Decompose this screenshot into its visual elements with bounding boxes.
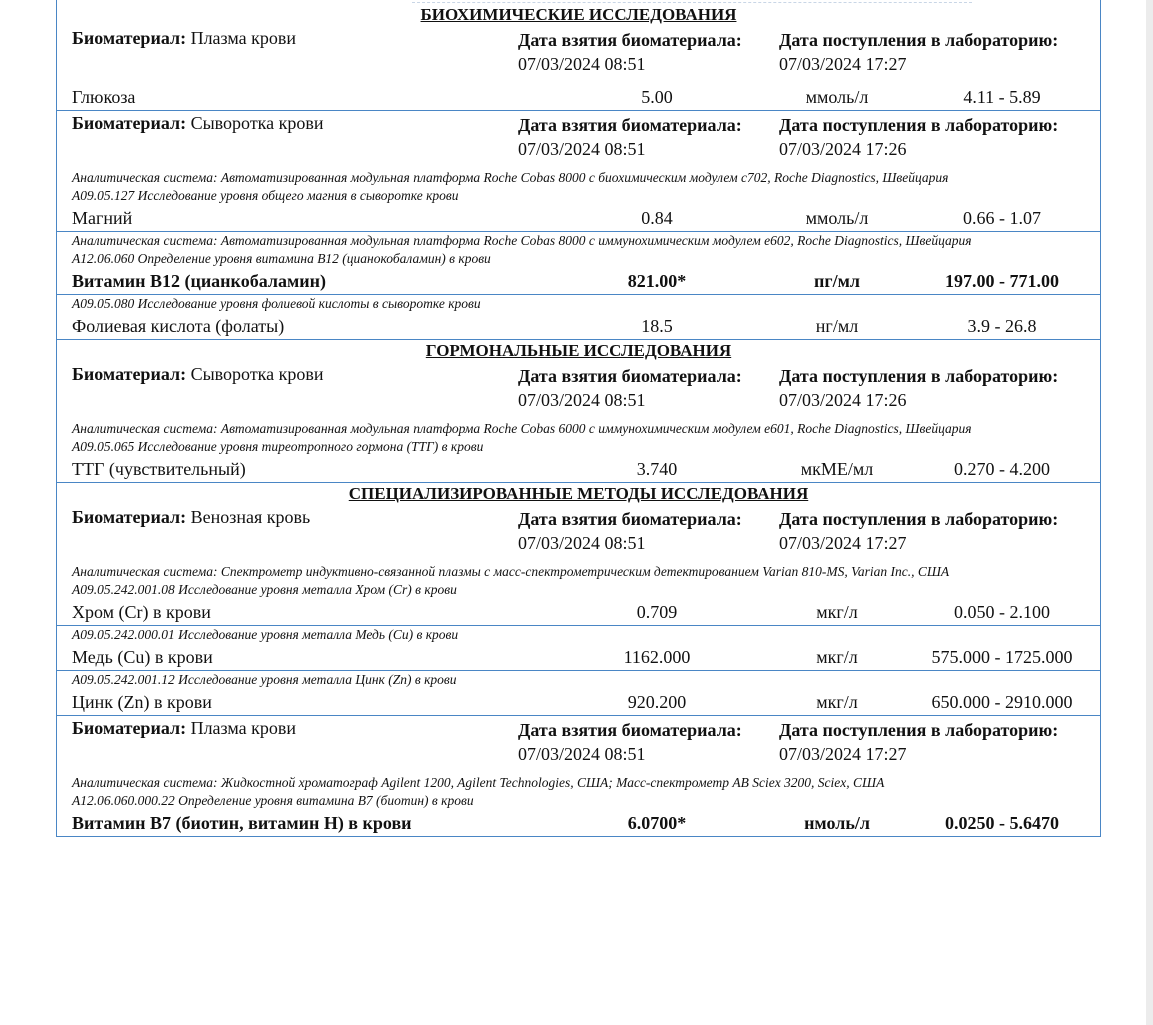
date-taken-label: Дата взятия биоматериала: xyxy=(518,509,742,529)
test-name: Глюкоза xyxy=(72,87,136,107)
test-unit: нмоль/л xyxy=(804,813,870,833)
test-reference: 0.66 - 1.07 xyxy=(963,208,1041,228)
date-received-value: 07/03/2024 17:27 xyxy=(779,744,907,764)
test-reference: 4.11 - 5.89 xyxy=(963,87,1041,107)
test-name: Магний xyxy=(72,208,133,228)
test-name: Хром (Cr) в крови xyxy=(72,602,211,622)
date-received-label: Дата поступления в лабораторию: xyxy=(779,720,1059,740)
date-taken-value: 07/03/2024 08:51 xyxy=(518,533,646,553)
test-value: 3.740 xyxy=(636,459,678,479)
biomaterial-header xyxy=(57,716,1100,774)
result-row-zinc xyxy=(57,689,1100,715)
test-value: 5.00 xyxy=(641,87,673,107)
biochem-block-plasma xyxy=(57,4,1100,110)
biochem-block-serum xyxy=(57,110,1100,231)
result-row-tsh xyxy=(57,456,1100,482)
biomaterial-value: Сыворотка крови xyxy=(190,364,324,384)
date-taken-value: 07/03/2024 08:51 xyxy=(518,139,646,159)
test-unit: мкг/л xyxy=(816,602,858,622)
date-taken-value: 07/03/2024 08:51 xyxy=(518,744,646,764)
date-received-value: 07/03/2024 17:27 xyxy=(779,54,907,74)
analytic-system-note: Аналитическая система: Спектрометр индуктивно-связанной плазмы с масс-спектрометрическим детектированием Varian 810-MS, Varian Inc., США xyxy=(72,564,950,579)
biomaterial-header xyxy=(57,505,1100,563)
test-name: Цинк (Zn) в крови xyxy=(72,692,212,712)
test-name: Фолиевая кислота (фолаты) xyxy=(72,316,285,336)
test-unit: ммоль/л xyxy=(805,87,869,107)
date-taken-value: 07/03/2024 08:51 xyxy=(518,390,646,410)
test-reference: 575.000 - 1725.000 xyxy=(931,647,1073,667)
biomaterial-value: Сыворотка крови xyxy=(190,113,324,133)
test-value: 0.84 xyxy=(641,208,673,228)
result-row-glucose xyxy=(57,84,1100,110)
method-code-note: А09.05.065 Исследование уровня тиреотропного гормона (ТТГ) в крови xyxy=(72,439,484,454)
analytic-system-note: Аналитическая система: Жидкостной хроматограф Agilent 1200, Agilent Technologies, США; Масс-спектрометр AB Sciex 3200, Sciex, США xyxy=(72,775,885,790)
biomaterial-value: Венозная кровь xyxy=(190,507,311,527)
date-taken-label: Дата взятия биоматериала: xyxy=(518,366,742,386)
date-taken-label: Дата взятия биоматериала: xyxy=(518,115,742,135)
test-value: 6.0700* xyxy=(627,813,687,833)
date-received-value: 07/03/2024 17:26 xyxy=(779,139,907,159)
biochem-block-folate xyxy=(57,294,1100,339)
test-value: 0.709 xyxy=(636,602,678,622)
test-unit: нг/мл xyxy=(815,316,859,336)
test-unit: мкМЕ/мл xyxy=(800,459,874,479)
biomaterial-label: Биоматериал: xyxy=(72,718,187,738)
result-row-b12 xyxy=(57,268,1100,294)
method-code-note: А09.05.242.001.08 Исследование уровня металла Хром (Cr) в крови xyxy=(72,582,457,597)
test-value: 821.00* xyxy=(627,271,687,291)
date-received-label: Дата поступления в лабораторию: xyxy=(779,366,1059,386)
test-reference: 3.9 - 26.8 xyxy=(967,316,1037,336)
section-title-hormonal: ГОРМОНАЛЬНЫЕ ИССЛЕДОВАНИЯ xyxy=(425,341,732,360)
result-row-folate xyxy=(57,313,1100,339)
test-reference: 0.270 - 4.200 xyxy=(954,459,1050,479)
test-reference: 0.050 - 2.100 xyxy=(954,602,1050,622)
test-reference: 650.000 - 2910.000 xyxy=(931,692,1073,712)
biomaterial-label: Биоматериал: xyxy=(72,364,187,384)
result-row-chromium xyxy=(57,599,1100,625)
date-taken-label: Дата взятия биоматериала: xyxy=(518,720,742,740)
test-reference: 197.00 - 771.00 xyxy=(945,271,1059,291)
biomaterial-header xyxy=(57,111,1100,169)
biomaterial-header xyxy=(57,26,1100,84)
test-value: 18.5 xyxy=(641,316,673,336)
test-reference: 0.0250 - 5.6470 xyxy=(945,813,1059,833)
biomaterial-label: Биоматериал: xyxy=(72,113,187,133)
result-row-magnesium xyxy=(57,205,1100,231)
special-block-plasma xyxy=(57,715,1100,836)
analytic-system-note: Аналитическая система: Автоматизированная модульная платформа Roche Cobas 8000 с иммунохимическим модулем е602, Roche Diagnostics, Швейцария xyxy=(72,233,972,248)
special-block-venous xyxy=(57,482,1100,625)
page-edge xyxy=(1146,0,1153,1025)
date-received-value: 07/03/2024 17:26 xyxy=(779,390,907,410)
method-code-note: А09.05.242.000.01 Исследование уровня металла Медь (Cu) в крови xyxy=(72,627,459,642)
results-page xyxy=(56,0,1101,837)
special-block-copper xyxy=(57,625,1100,670)
date-received-value: 07/03/2024 17:27 xyxy=(779,533,907,553)
result-row-copper xyxy=(57,644,1100,670)
date-received-label: Дата поступления в лабораторию: xyxy=(779,509,1059,529)
analytic-system-note: Аналитическая система: Автоматизированная модульная платформа Roche Cobas 6000 с иммунохимическим модулем е601, Roche Diagnostics, Швейцария xyxy=(72,421,972,436)
biomaterial-label: Биоматериал: xyxy=(72,507,187,527)
result-row-b7 xyxy=(57,810,1100,836)
date-taken-label: Дата взятия биоматериала: xyxy=(518,30,742,50)
hormonal-block xyxy=(57,339,1100,482)
test-name: Медь (Cu) в крови xyxy=(72,647,213,667)
test-value: 920.200 xyxy=(627,692,687,712)
date-received-label: Дата поступления в лабораторию: xyxy=(779,115,1059,135)
test-unit: ммоль/л xyxy=(805,208,869,228)
section-title-biochem: БИОХИМИЧЕСКИЕ ИССЛЕДОВАНИЯ xyxy=(420,5,737,24)
biomaterial-header xyxy=(57,362,1100,420)
section-title-special: СПЕЦИАЛИЗИРОВАННЫЕ МЕТОДЫ ИССЛЕДОВАНИЯ xyxy=(348,484,809,503)
test-unit: мкг/л xyxy=(816,647,858,667)
method-code-note: А12.06.060 Определение уровня витамина В12 (цианокобаламин) в крови xyxy=(72,251,491,266)
method-code-note: А09.05.080 Исследование уровня фолиевой кислоты в сыворотке крови xyxy=(72,296,481,311)
method-code-note: А09.05.242.001.12 Исследование уровня металла Цинк (Zn) в крови xyxy=(72,672,457,687)
biomaterial-label: Биоматериал: xyxy=(72,28,187,48)
test-name: ТТГ (чувствительный) xyxy=(72,459,246,479)
test-name: Витамин В12 (цианкобаламин) xyxy=(72,271,326,291)
date-received-label: Дата поступления в лабораторию: xyxy=(779,30,1059,50)
test-unit: мкг/л xyxy=(816,692,858,712)
test-unit: пг/мл xyxy=(814,271,860,291)
analytic-system-note: Аналитическая система: Автоматизированная модульная платформа Roche Cobas 8000 с биохимическим модулем с702, Roche Diagnostics, Швейцария xyxy=(72,170,949,185)
method-code-note: А12.06.060.000.22 Определение уровня витамина В7 (биотин) в крови xyxy=(72,793,474,808)
biomaterial-value: Плазма крови xyxy=(190,718,297,738)
test-name: Витамин В7 (биотин, витамин H) в крови xyxy=(72,813,412,833)
method-code-note: А09.05.127 Исследование уровня общего магния в сыворотке крови xyxy=(72,188,459,203)
test-value: 1162.000 xyxy=(623,647,691,667)
date-taken-value: 07/03/2024 08:51 xyxy=(518,54,646,74)
special-block-zinc xyxy=(57,670,1100,715)
biomaterial-value: Плазма крови xyxy=(190,28,297,48)
biochem-block-b12 xyxy=(57,231,1100,294)
